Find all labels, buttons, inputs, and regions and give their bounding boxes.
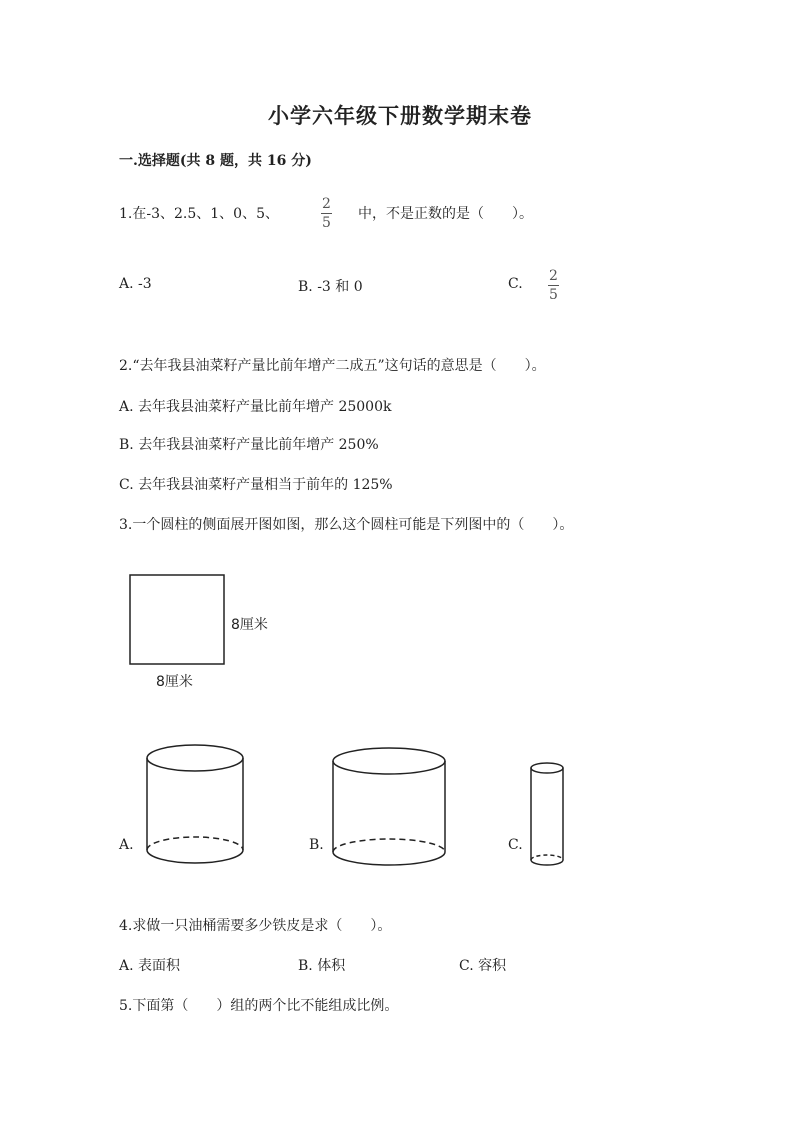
cylinder-a-bottom-back [147,837,243,850]
q5-stem: 5.下面第（ ）组的两个比不能组成比例。 [119,998,399,1014]
q3-option-a: A. [119,837,134,853]
cylinder-a-top [147,745,243,771]
q1-option-c-numerator: 2 [549,268,558,284]
cylinder-b-bottom-back [333,839,445,852]
q4-option-a: A. 表面积 [119,958,181,974]
cylinder-b [333,748,445,865]
q1-option-a: A. -3 [119,276,152,292]
q1-fraction-numerator: 2 [322,196,331,212]
cylinder-b-bottom-front [333,852,445,865]
unfolded-square [130,575,224,664]
q3-side-length-label: 8厘米 [231,617,268,633]
q2-option-b: B. 去年我县油菜籽产量比前年增产 250% [119,437,379,453]
q2-option-a: A. 去年我县油菜籽产量比前年增产 25000k [119,399,392,415]
cylinder-c-top [531,763,563,773]
q1-option-c-denominator: 5 [549,287,558,303]
q4-option-b: B. 体积 [298,958,346,974]
q2-option-c: C. 去年我县油菜籽产量相当于前年的 125% [119,477,393,493]
q3-option-b: B. [309,837,324,853]
cylinder-a-bottom-front [147,850,243,863]
q4-option-c: C. 容积 [459,958,507,974]
cylinder-c-bottom-back [531,855,563,860]
page-title: 小学六年级下册数学期末卷 [268,103,532,128]
q1-option-b: B. -3 和 0 [298,279,363,295]
q2-stem: 2.“去年我县油菜籽产量比前年增产二成五”这句话的意思是（ ）。 [119,358,546,374]
q1-option-c: C. [508,276,523,292]
section-heading: 一.选择题(共 8 题，共 16 分) [119,153,312,169]
cylinder-c [531,763,563,865]
q1-stem-before: 1.在-3、2.5、1、0、5、 [119,206,279,222]
q1-fraction-denominator: 5 [322,215,331,231]
cylinder-a [147,745,243,863]
q3-stem: 3.一个圆柱的侧面展开图如图，那么这个圆柱可能是下列图中的（ ）。 [119,517,574,533]
cylinder-b-top [333,748,445,774]
q3-bottom-length-label: 8厘米 [156,674,193,690]
cylinder-c-bottom-front [531,860,563,865]
q1-stem-after: 中，不是正数的是（ ）。 [358,206,533,222]
q3-option-c: C. [508,837,523,853]
q4-stem: 4.求做一只油桶需要多少铁皮是求（ ）。 [119,918,392,934]
